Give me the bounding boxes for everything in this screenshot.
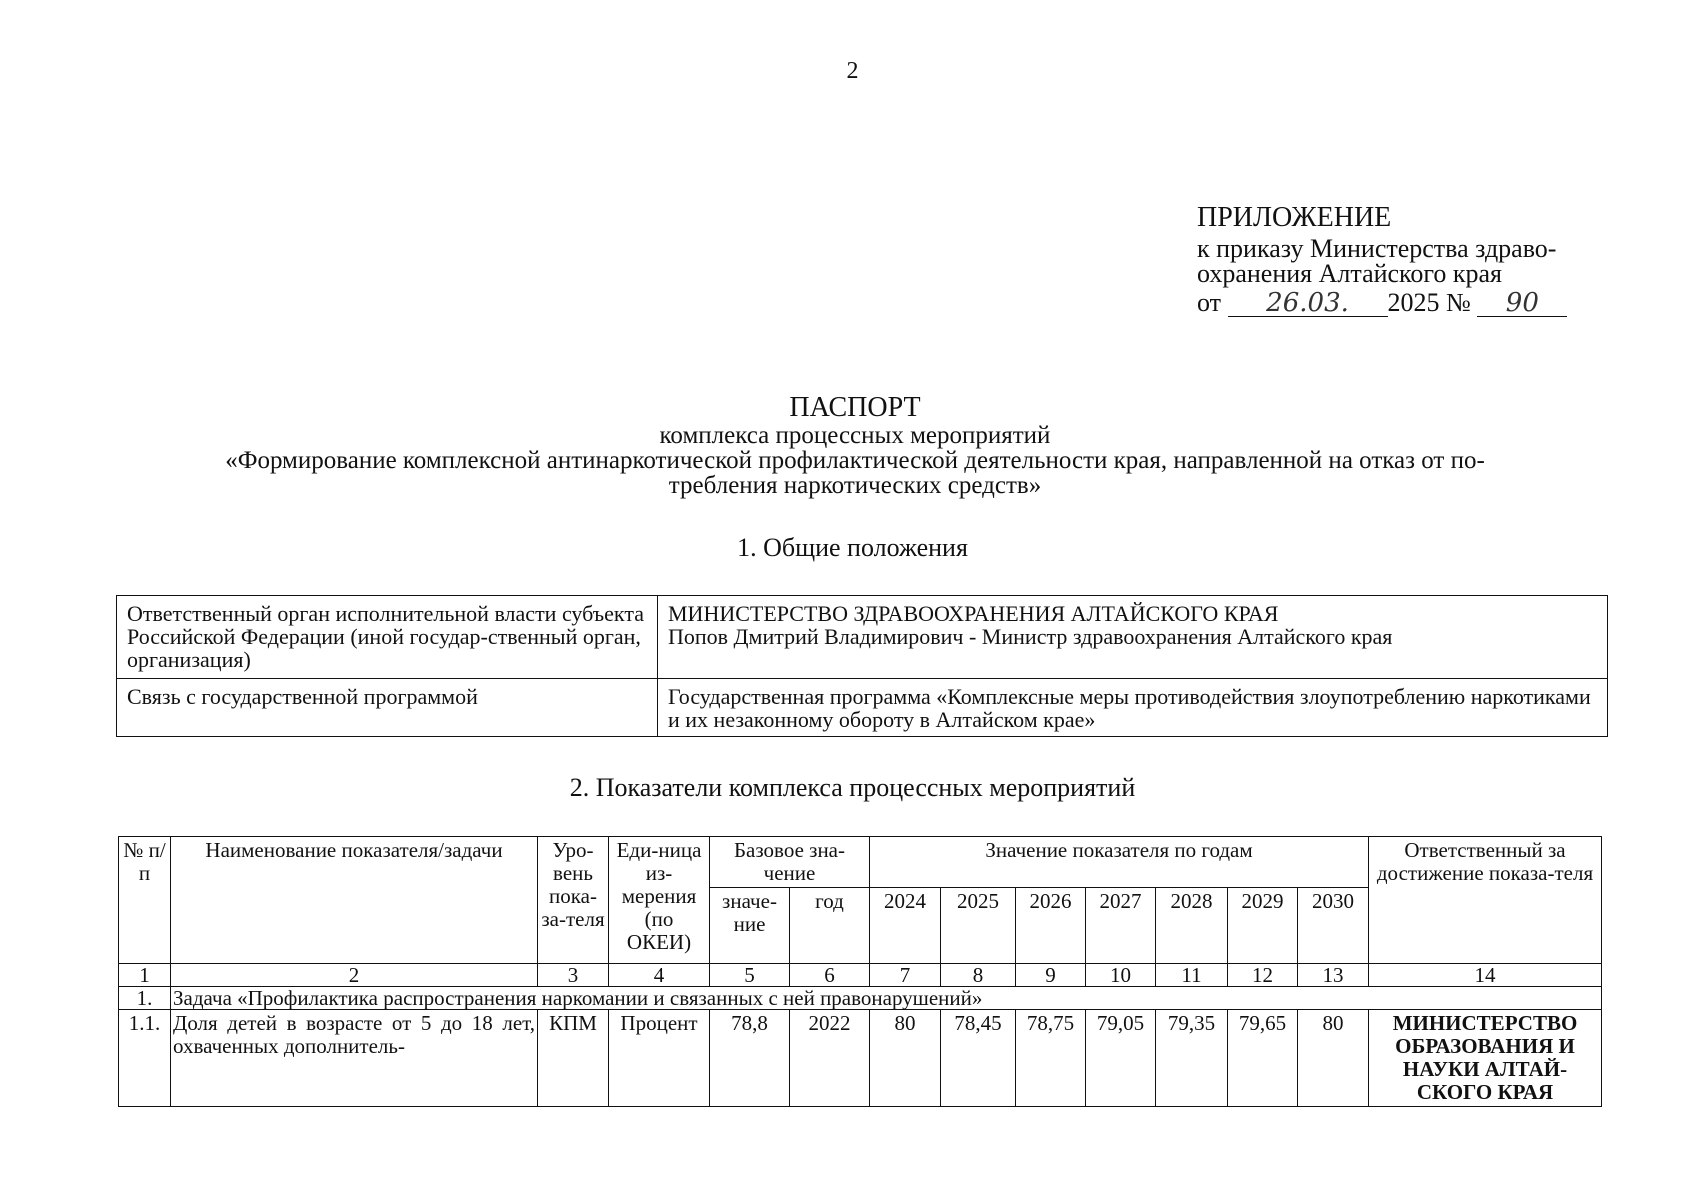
handwritten-order-number: 90 <box>1477 291 1567 317</box>
col-header-level: Уро-вень пока-за-теля <box>538 837 609 964</box>
responsible-value <box>658 596 1608 679</box>
column-number: 4 <box>609 964 710 987</box>
ministry-name: МИНИСТЕРСТВО ЗДРАВООХРАНЕНИЯ АЛТАЙСКОГО КРАЯ <box>668 601 1279 626</box>
program-link-label: Связь с государственной программой <box>117 679 658 737</box>
col-header-base-value: значе-ние <box>710 888 790 964</box>
column-number: 8 <box>941 964 1016 987</box>
indicator-base-year: 2022 <box>790 1010 870 1107</box>
indicator-value-2025: 78,45 <box>941 1010 1016 1107</box>
col-header-name: Наименование показателя/задачи <box>171 837 538 964</box>
indicator-base-value: 78,8 <box>710 1010 790 1107</box>
handwritten-date: 26.03. <box>1228 291 1388 317</box>
indicator-value-2028: 79,35 <box>1156 1010 1228 1107</box>
indicator-name: Доля детей в возрасте от 5 до 18 лет, охваченных дополнитель- <box>171 1010 538 1107</box>
passport-name-line-2: требления наркотических средств» <box>668 472 1042 499</box>
indicator-responsible: МИНИСТЕРСТВО ОБРАЗОВАНИЯ И НАУКИ АЛТАЙ-СКОГО КРАЯ <box>1369 1010 1602 1107</box>
column-number: 6 <box>790 964 870 987</box>
column-number: 9 <box>1016 964 1086 987</box>
col-header-year: 2027 <box>1086 888 1156 964</box>
column-number: 10 <box>1086 964 1156 987</box>
indicator-unit: Процент <box>609 1010 710 1107</box>
table-row <box>119 1010 1602 1107</box>
date-prefix: от <box>1197 288 1222 317</box>
appendix-line-2: охранения Алтайского края <box>1197 259 1503 288</box>
minister-name: Попов Дмитрий Владимирович - Министр здравоохранения Алтайского края <box>668 624 1393 649</box>
header-row <box>119 837 1602 888</box>
appendix-block <box>1197 202 1567 318</box>
column-number: 11 <box>1156 964 1228 987</box>
table-row <box>117 679 1608 737</box>
general-provisions-table <box>116 595 1608 737</box>
column-number: 5 <box>710 964 790 987</box>
indicator-value-2027: 79,05 <box>1086 1010 1156 1107</box>
passport-subtitle: комплекса процессных мероприятий <box>659 422 1051 449</box>
col-header-year: 2024 <box>870 888 941 964</box>
task-text: Задача «Профилактика распространения наркомании и связанных с ней правонарушений» <box>171 987 1602 1010</box>
indicator-value-2026: 78,75 <box>1016 1010 1086 1107</box>
appendix-line-1: к приказу Министерства здраво- <box>1197 234 1557 263</box>
page-number: 2 <box>846 58 859 84</box>
column-number: 1 <box>119 964 171 987</box>
col-header-responsible: Ответственный за достижение показа-теля <box>1369 837 1602 964</box>
col-header-year: 2028 <box>1156 888 1228 964</box>
order-year: 2025 № <box>1387 288 1471 317</box>
column-number: 12 <box>1228 964 1298 987</box>
indicator-value-2029: 79,65 <box>1228 1010 1298 1107</box>
col-header-year: 2025 <box>941 888 1016 964</box>
indicator-value-2024: 80 <box>870 1010 941 1107</box>
indicator-value-2030: 80 <box>1298 1010 1369 1107</box>
indicator-number: 1.1. <box>119 1010 171 1107</box>
col-header-years-group: Значение показателя по годам <box>870 837 1369 888</box>
col-header-year: 2029 <box>1228 888 1298 964</box>
appendix-date-line <box>1197 290 1567 317</box>
program-link-value: Государственная программа «Комплексные меры противодействия злоупотреблению наркотиками и их незаконному обороту в Алтайском крае» <box>658 679 1608 737</box>
col-header-base: Базовое зна-чение <box>710 837 870 888</box>
col-header-year: 2030 <box>1298 888 1369 964</box>
appendix-title: ПРИЛОЖЕНИЕ <box>1197 202 1392 233</box>
responsible-label: Ответственный орган исполнительной власти субъекта Российской Федерации (иной государ-ственный орган, организация) <box>117 596 658 679</box>
passport-title: ПАСПОРТ <box>789 392 921 423</box>
section-2-heading: 2. Показатели комплекса процессных мероприятий <box>569 773 1136 802</box>
col-header-base-year: год <box>790 888 870 964</box>
section-1-heading: 1. Общие положения <box>737 533 968 562</box>
task-number: 1. <box>119 987 171 1010</box>
column-number: 13 <box>1298 964 1369 987</box>
col-header-year: 2026 <box>1016 888 1086 964</box>
indicators-table <box>118 836 1602 1107</box>
task-row <box>119 987 1602 1010</box>
column-number: 3 <box>538 964 609 987</box>
table-row <box>117 596 1608 679</box>
column-numbers-row <box>119 964 1602 987</box>
column-number: 14 <box>1369 964 1602 987</box>
passport-name-line-1: «Формирование комплексной антинаркотической профилактической деятельности края, направленной на отказ от по- <box>225 447 1485 474</box>
indicator-level: КПМ <box>538 1010 609 1107</box>
column-number: 7 <box>870 964 941 987</box>
col-header-num: № п/п <box>119 837 171 964</box>
passport-heading <box>110 393 1600 498</box>
column-number: 2 <box>171 964 538 987</box>
col-header-unit: Еди-ница из-мерения (по ОКЕИ) <box>609 837 710 964</box>
